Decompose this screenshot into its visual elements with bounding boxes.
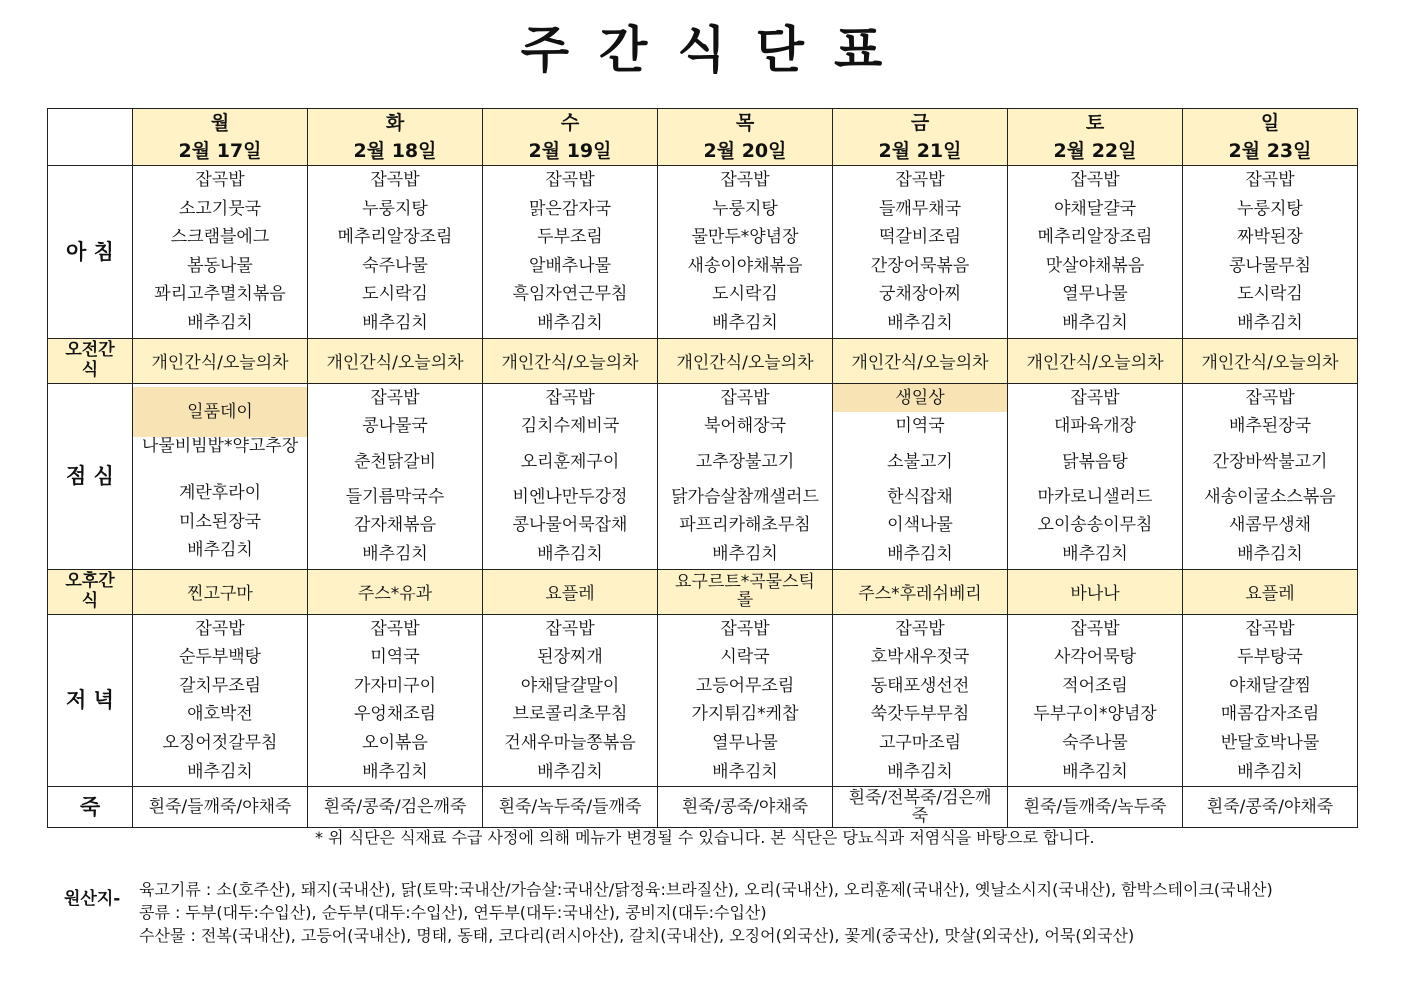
menu-item: 건새우마늘쫑볶음	[504, 732, 636, 753]
day-header-1	[308, 109, 483, 166]
menu-item: 배추김치	[1237, 543, 1303, 564]
row-label-lunch: 점 심	[48, 383, 133, 569]
pm_snack-cell	[1183, 569, 1358, 614]
menu-item: 오이볶음	[362, 732, 428, 753]
menu-item: 비엔나만두강정	[512, 486, 628, 507]
menu-item: 숙주나물	[362, 255, 428, 276]
porridge-cell	[133, 787, 308, 828]
row-label-porridge: 죽	[48, 787, 133, 828]
day-date: 2월 21일	[878, 140, 962, 162]
menu-item: 메추리알장조림	[337, 227, 453, 248]
page-title: 주간식단표	[520, 21, 913, 79]
dinner-cell	[133, 614, 308, 787]
menu-item: 매콤감자조림	[1220, 704, 1320, 725]
day-date: 2월 19일	[528, 140, 612, 162]
menu-item: 배추김치	[887, 543, 953, 564]
porridge-row	[48, 787, 1358, 828]
lunch-cell	[833, 383, 1008, 569]
menu-item: 배추김치	[537, 761, 603, 782]
menu-item: 배추김치	[1237, 761, 1303, 782]
am_snack-cell	[133, 338, 308, 383]
porridge-cell	[658, 787, 833, 828]
porridge-item: 흰죽/콩죽/검은깨죽	[323, 797, 467, 818]
snack-item: 개인간식/오늘의차	[1201, 353, 1339, 374]
porridge-cell	[1183, 787, 1358, 828]
menu-item: 사각어묵탕	[1053, 647, 1137, 668]
origin-meat: 육고기류 : 소(호주산), 돼지(국내산), 닭(토막:국내산/가슴살:국내산/닭정육:브라질산), 오리(국내산), 오리훈제(국내산), 옛날소시지(국내산), 함박스테이크(국내산)	[139, 880, 1273, 899]
lunch-row	[48, 383, 1358, 569]
menu-item: 오이송송이무침	[1037, 515, 1153, 536]
menu-item: 오리훈제구이	[520, 451, 620, 472]
menu-item: 메추리알장조림	[1037, 227, 1153, 248]
menu-item: 새송이굴소스볶음	[1204, 486, 1336, 507]
menu-item: 배추김치	[1062, 761, 1128, 782]
breakfast-cell	[1008, 166, 1183, 339]
menu-item: 김치수제비국	[520, 416, 620, 437]
porridge-item: 흰죽/들깨죽/야채죽	[148, 797, 292, 818]
menu-item: 잡곡밥	[370, 387, 420, 408]
dinner-row	[48, 614, 1358, 787]
menu-item: 잡곡밥	[1070, 387, 1120, 408]
menu-item: 우엉채조림	[353, 704, 437, 725]
menu-item: 잡곡밥	[895, 618, 945, 639]
snack-item: 개인간식/오늘의차	[151, 353, 289, 374]
menu-item: 배추김치	[887, 761, 953, 782]
row-label-am-snack: 오전간식	[48, 338, 133, 383]
menu-item: 도시락김	[362, 284, 428, 305]
am_snack-cell	[833, 338, 1008, 383]
snack-item: 요플레	[1245, 584, 1295, 605]
snack-item: 바나나	[1070, 584, 1120, 605]
menu-item: 새송이야채볶음	[687, 255, 803, 276]
am_snack-cell	[483, 338, 658, 383]
menu-item: 배추김치	[362, 761, 428, 782]
menu-item: 흑임자연근무침	[512, 284, 628, 305]
menu-item: 콩나물어묵잡채	[512, 515, 628, 536]
menu-item: 애호박전	[187, 704, 253, 725]
menu-item: 배추김치	[887, 312, 953, 333]
menu-item: 생일상	[833, 384, 1007, 413]
breakfast-cell	[133, 166, 308, 339]
menu-item: 배추김치	[362, 543, 428, 564]
menu-item: 누룽지탕	[362, 198, 428, 219]
day-date: 2월 18일	[353, 140, 437, 162]
day-header-2	[483, 109, 658, 166]
porridge-item: 흰죽/콩죽/야채죽	[681, 797, 809, 818]
menu-item: 닭가슴살참깨샐러드	[671, 486, 819, 507]
menu-item: 열무나물	[712, 732, 778, 753]
lunch-cell	[483, 383, 658, 569]
menu-item: 스크램블에그	[170, 227, 270, 248]
menu-item: 두부구이*양념장	[1033, 704, 1157, 725]
menu-item: 갈치무조림	[178, 675, 262, 696]
am_snack-cell	[1008, 338, 1183, 383]
dinner-cell	[483, 614, 658, 787]
lunch-cell	[1008, 383, 1183, 569]
porridge-item: 흰죽/콩죽/야채죽	[1206, 797, 1334, 818]
menu-item: 한식잡채	[887, 486, 953, 507]
menu-item: 순두부백탕	[178, 647, 262, 668]
menu-item: 떡갈비조림	[878, 227, 962, 248]
snack-item: 주스*후레쉬베리	[858, 584, 982, 605]
menu-item: 야채달걀국	[1053, 198, 1137, 219]
menu-item: 닭볶음탕	[1062, 451, 1128, 472]
snack-item: 찐고구마	[187, 584, 253, 605]
day-name: 화	[385, 112, 405, 134]
menu-item: 춘천닭갈비	[353, 451, 437, 472]
breakfast-cell	[308, 166, 483, 339]
menu-item: 맛살야채볶음	[1045, 255, 1145, 276]
row-label-pm-snack: 오후간식	[48, 569, 133, 614]
day-name: 월	[210, 112, 230, 134]
menu-item: 물만두*양념장	[691, 227, 799, 248]
menu-item: 간장어묵볶음	[870, 255, 970, 276]
menu-item: 배추김치	[187, 761, 253, 782]
menu-item: 나물비빔밥*약고추장	[141, 437, 299, 457]
lunch-cell	[308, 383, 483, 569]
day-name: 수	[560, 112, 580, 134]
breakfast-row	[48, 166, 1358, 339]
lunch-cell	[1183, 383, 1358, 569]
dinner-cell	[1183, 614, 1358, 787]
menu-item: 배추김치	[362, 312, 428, 333]
menu-item: 쑥갓두부무침	[870, 704, 970, 725]
pm-snack-row	[48, 569, 1358, 614]
menu-item: 배추된장국	[1228, 416, 1312, 437]
pm_snack-cell	[133, 569, 308, 614]
menu-item: 콩나물무침	[1228, 255, 1312, 276]
menu-item: 잡곡밥	[1245, 618, 1295, 639]
menu-item: 잡곡밥	[370, 618, 420, 639]
menu-item: 고등어무조림	[695, 675, 795, 696]
menu-item: 야채달걀말이	[520, 675, 620, 696]
menu-item: 고추장불고기	[695, 451, 795, 472]
menu-item: 잡곡밥	[195, 618, 245, 639]
snack-item: 주스*유과	[357, 584, 433, 605]
snack-item: 개인간식/오늘의차	[851, 353, 989, 374]
snack-item: 개인간식/오늘의차	[501, 353, 639, 374]
menu-item: 잡곡밥	[895, 170, 945, 190]
menu-item: 배추김치	[537, 543, 603, 564]
snack-item: 개인간식/오늘의차	[676, 353, 814, 374]
row-label-breakfast: 아 침	[48, 166, 133, 339]
menu-item: 누룽지탕	[712, 198, 778, 219]
am_snack-cell	[308, 338, 483, 383]
breakfast-cell	[658, 166, 833, 339]
menu-item: 잡곡밥	[720, 170, 770, 190]
snack-item: 개인간식/오늘의차	[326, 353, 464, 374]
menu-item: 일품데이	[133, 387, 307, 437]
menu-item: 소고기뭇국	[178, 198, 262, 219]
day-header-3	[658, 109, 833, 166]
origin-beans: 콩류 : 두부(대두:수입산), 순두부(대두:수입산), 연두부(대두:국내산), 콩비지(대두:수입산)	[139, 903, 767, 922]
menu-item: 마카로니샐러드	[1037, 486, 1153, 507]
porridge-item: 흰죽/전복죽/검은깨죽	[848, 788, 992, 827]
menu-item: 호박새우젓국	[870, 647, 970, 668]
menu-item: 잡곡밥	[195, 170, 245, 190]
day-name: 일	[1260, 112, 1280, 134]
menu-item: 잡곡밥	[1245, 170, 1295, 190]
porridge-cell	[308, 787, 483, 828]
porridge-cell	[1008, 787, 1183, 828]
day-header-0	[133, 109, 308, 166]
am_snack-cell	[658, 338, 833, 383]
snack-item: 요구르트*곡물스틱롤	[675, 572, 815, 611]
pm_snack-cell	[308, 569, 483, 614]
am-snack-row	[48, 338, 1358, 383]
menu-item: 잡곡밥	[370, 170, 420, 190]
menu-item: 미역국	[370, 647, 420, 668]
porridge-item: 흰죽/들깨죽/녹두죽	[1023, 797, 1167, 818]
menu-item: 북어해장국	[703, 416, 787, 437]
menu-item: 잡곡밥	[1070, 170, 1120, 190]
day-date: 2월 22일	[1053, 140, 1137, 162]
menu-item: 잡곡밥	[1245, 387, 1295, 408]
breakfast-cell	[483, 166, 658, 339]
menu-item: 반달호박나물	[1220, 732, 1320, 753]
day-name: 금	[910, 112, 930, 134]
menu-item: 적어조림	[1062, 675, 1128, 696]
menu-item: 대파육개장	[1053, 416, 1137, 437]
breakfast-cell	[833, 166, 1008, 339]
menu-item: 잡곡밥	[545, 170, 595, 190]
menu-item: 시락국	[720, 647, 770, 668]
menu-item: 오징어젓갈무침	[162, 732, 278, 753]
menu-item: 배추김치	[712, 761, 778, 782]
menu-item: 잡곡밥	[1070, 618, 1120, 639]
menu-item: 배추김치	[1237, 312, 1303, 333]
menu-item: 잡곡밥	[545, 618, 595, 639]
menu-item: 두부탕국	[1237, 647, 1303, 668]
corner-cell	[48, 109, 133, 166]
menu-item: 간장바싹불고기	[1212, 451, 1328, 472]
menu-item: 도시락김	[1237, 284, 1303, 305]
menu-item: 궁채장아찌	[878, 284, 962, 305]
menu-item: 꽈리고추멸치볶음	[154, 284, 286, 305]
menu-item: 배추김치	[187, 312, 253, 333]
menu-item: 짜박된장	[1237, 227, 1303, 248]
menu-item: 맑은감자국	[528, 198, 612, 219]
menu-item: 숙주나물	[1062, 732, 1128, 753]
menu-item: 새콤무생채	[1228, 515, 1312, 536]
menu-item: 잡곡밥	[720, 618, 770, 639]
day-date: 2월 20일	[703, 140, 787, 162]
menu-item: 미소된장국	[178, 511, 262, 532]
lunch-cell	[133, 383, 308, 569]
dinner-cell	[658, 614, 833, 787]
pm_snack-cell	[1008, 569, 1183, 614]
day-name: 토	[1085, 112, 1105, 134]
porridge-cell	[833, 787, 1008, 828]
menu-note: * 위 식단은 식재료 수급 사정에 의해 메뉴가 변경될 수 있습니다. 본 식단은 당뇨식과 저염식을 바탕으로 합니다.	[315, 828, 1095, 847]
day-date: 2월 17일	[178, 140, 262, 162]
menu-item: 브로콜리초무침	[512, 704, 628, 725]
menu-item: 감자채볶음	[353, 515, 437, 536]
menu-item: 누룽지탕	[1237, 198, 1303, 219]
pm_snack-cell	[483, 569, 658, 614]
menu-item: 잡곡밥	[720, 387, 770, 408]
weekly-menu-table	[47, 108, 1358, 828]
day-header-5	[1008, 109, 1183, 166]
origin-label: 원산지-	[64, 889, 121, 909]
menu-item: 된장찌개	[537, 647, 603, 668]
menu-item: 콩나물국	[362, 416, 428, 437]
menu-item: 배추김치	[712, 543, 778, 564]
row-label-dinner: 저 녁	[48, 614, 133, 787]
origin-seafood: 수산물 : 전복(국내산), 고등어(국내산), 명태, 동태, 코다리(러시아산), 갈치(국내산), 오징어(외국산), 꽃게(중국산), 맛살(외국산), 어묵(외국산)	[139, 926, 1135, 945]
menu-item: 배추김치	[1062, 312, 1128, 333]
menu-item: 잡곡밥	[545, 387, 595, 408]
menu-item: 봄동나물	[187, 255, 253, 276]
day-header-row	[48, 109, 1358, 166]
menu-item: 배추김치	[712, 312, 778, 333]
day-name: 목	[735, 112, 755, 134]
menu-item: 이색나물	[887, 515, 953, 536]
menu-item: 가지튀김*케찹	[691, 704, 799, 725]
snack-item: 개인간식/오늘의차	[1026, 353, 1164, 374]
dinner-cell	[833, 614, 1008, 787]
menu-item: 들깨무채국	[878, 198, 962, 219]
menu-item: 배추김치	[537, 312, 603, 333]
menu-item: 알배추나물	[528, 255, 612, 276]
menu-item: 도시락김	[712, 284, 778, 305]
menu-item: 고구마조림	[878, 732, 962, 753]
menu-item: 계란후라이	[178, 483, 262, 504]
menu-item: 동태포생선전	[870, 675, 970, 696]
dinner-cell	[1008, 614, 1183, 787]
menu-item: 두부조림	[537, 227, 603, 248]
snack-item: 요플레	[545, 584, 595, 605]
dinner-cell	[308, 614, 483, 787]
menu-item: 들기름막국수	[345, 486, 445, 507]
menu-item: 미역국	[895, 416, 945, 437]
menu-item: 야채달걀찜	[1228, 675, 1312, 696]
day-header-6	[1183, 109, 1358, 166]
menu-item: 가자미구이	[353, 675, 437, 696]
breakfast-cell	[1183, 166, 1358, 339]
menu-item: 배추김치	[187, 540, 253, 561]
porridge-cell	[483, 787, 658, 828]
pm_snack-cell	[833, 569, 1008, 614]
menu-item: 소불고기	[887, 451, 953, 472]
origin-list	[139, 878, 1359, 947]
am_snack-cell	[1183, 338, 1358, 383]
day-date: 2월 23일	[1228, 140, 1312, 162]
day-header-4	[833, 109, 1008, 166]
menu-item: 배추김치	[1062, 543, 1128, 564]
menu-item: 파프리카해초무침	[679, 515, 811, 536]
lunch-cell	[658, 383, 833, 569]
pm_snack-cell	[658, 569, 833, 614]
porridge-item: 흰죽/녹두죽/들깨죽	[498, 797, 642, 818]
menu-item: 열무나물	[1062, 284, 1128, 305]
